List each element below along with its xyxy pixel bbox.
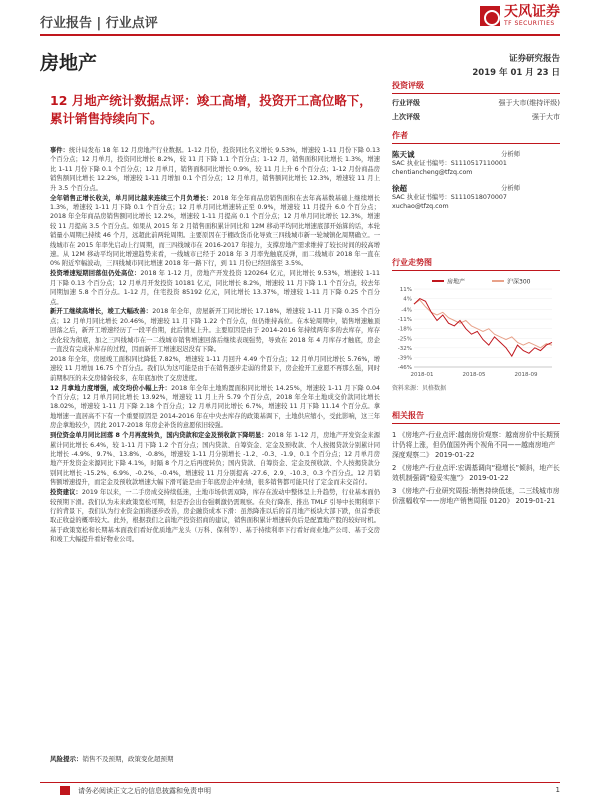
series-line [414,300,552,348]
related-reports [392,430,560,506]
report-category: 行业报告 | 行业点评 [40,16,158,31]
author-name: 徐超 [392,183,407,193]
related-title: 《房地产-行业点评:越南房价观察：越南房价中长期预计仍将上涨，但仍值国外两个视角不同——越南房地产深度观察二》 [392,431,560,460]
footer-divider [40,782,560,783]
body-paragraph [50,384,380,431]
y-tick-label: 4% [403,296,412,303]
prev-rating-value: 强于大市 [532,113,560,121]
body-paragraph [50,488,380,544]
trend-chart-svg [392,275,560,379]
disclaimer-icon [60,786,70,795]
author-role: 分析师 [501,184,520,192]
paragraph-lead: 12 月拿地力度增强，成交均价小幅上升： [50,384,172,392]
risk-warning [50,754,380,763]
industry-trend-chart [392,275,560,381]
y-tick-label: 11% [399,287,412,294]
legend-label: 房地产 [447,278,466,286]
author-sac: SAC 执业证书编号：S1110518070007 [392,193,507,201]
rating-value: 强于大市(维持评级) [498,99,560,107]
related-number: 1 [392,431,397,440]
prev-rating-label: 上次评级 [392,113,420,121]
paragraph-lead: 新开工继续高增长，竣工大幅改善： [50,308,153,316]
paragraph-text: 统计局发布 18 年 12 月房地产行业数据。1-12 月份，投资同比名义增长 9.53%，增速较 1-11 月份下降 0.13 个百分点；12 月单月，投资同比增长 8.2%，较 11 月下降 1.1 个百分点；1-12 月，销售面积同比增长 1.3%，增速比 1-11 月份下降 0.1 个百分点；12 月单月，销售面积同比增长 0.9%，较 11 月上升 6 个百分点；1-12 月份商品房销售额同比增长 12.2%，增速较 1-11 月增加 0.1 个百分点；12 月单月，销售额同比增长 12.3%，增速较 11 月上升 3.5 个百分点。 [50,147,380,192]
related-title: 《房地产-行业点评:宏调基调向“稳增长”倾斜，地产长效机制强调“稳妥实施”》 [392,464,560,483]
body-paragraph [50,431,380,487]
risk-text: 销售不及预期，政策变化超预期 [82,755,174,763]
logo-name-en: TF SECURITIES [504,20,555,27]
y-tick-label: -46% [397,365,412,372]
industry-rating-row [392,98,560,108]
paragraph-lead: 投资增速短期回落但仍处高位： [50,270,141,278]
paragraph-text: 2018 年全年，房屋新开工同比增长 17.18%，增速较 1-11 月下降 0.35 个百分点；12 月单月同比增长 20.46%，增速较 11 月下降 1.22 个百分点，但仍维持高位。在本轮周期中，销售增速触顶回落之后，新开工增速经历了一段平台期，此后情复上升。主要原因是由于 2014-2016 年持续两年多的去库存，库存去化较为彻底，加之三四线城市在一二线城市销售增速回落后继续表现强势，导致在 2018 年 4 月库存才触底，房企一直没有完成补库存的过程，因而新开工增速迟迟没有下降。 [50,308,381,354]
logo-mark-icon [480,6,500,26]
risk-label: 风险提示： [50,755,83,763]
report-type: 证券研究报告 [508,54,560,64]
body-paragraph [50,269,380,307]
report-date: 2019 年 01 月 23 日 [472,68,560,78]
y-tick-label: -4% [401,307,412,314]
related-header: 相关报告 [392,410,560,424]
related-number: 3 [392,487,397,496]
x-tick-label: 2018-01 [410,372,434,379]
chart-source: 资料来源：贝格数据 [392,385,447,393]
series-line [414,299,552,357]
paragraph-text: 2019 年以来，一二手房成交持续低迷，土地市场供需双降，库存在波动中整体呈上升趋势，行业基本面仍较预期下滑。我们认为未来政策宽松可期，但是否会出台强刺激仍需观察。在央行降准、推出 TMLF 引导中长期利率下行的背景下，我们认为行业资金面将逐步改善，房企融资成本下滑：虽然降准以后的首月地产板块大部下跌，但首季获取正收益的概率较大。此外，根据我们之前地产投资招商的建议，销售面积累计增速转负后是配置地产股的较好时机。基于政策宽松和长期基本面我们看好优质地产龙头（万科、保利等）、基于持续利率下行看好商业地产公司、基于交房和竣工大幅提升看好物业公司。 [50,489,381,544]
y-tick-label: -25% [397,336,412,343]
report-headline: 12 月地产统计数据点评：竣工高增，投资开工高位略下，累计销售持续向下。 [50,93,372,126]
paragraph-lead: 到位资金单月同比回落 8 个月再度转负，国内贷款和定金及预收款下降明显： [50,432,268,440]
body-paragraph [50,194,380,269]
related-number: 2 [392,464,397,473]
y-tick-label: -11% [397,317,412,324]
paragraph-text: 2018 年 1-12 月，房地产开发投资 120264 亿元，同比增长 9.53%，增速较 1-11 月下降 0.13 个百分点；12 月单月开发投资 10181 亿元，同比增长 8.2%，增速较 11 月下降 1.1 个百分点，较去年同期加速 5.8 个百分点。1-12 月，住宅投资 85192 亿元，同比增长 13.37%，增速较 1-11 月下降 0.25 个百分点。 [50,270,380,306]
rating-header: 投资评级 [392,80,560,94]
x-tick-label: 2018-09 [514,372,538,379]
author-sac: SAC 执业证书编号：S1110517110001 [392,160,507,168]
body-paragraph [50,146,380,193]
header-divider [40,34,560,36]
industry-title: 房地产 [40,52,98,74]
previous-rating-row [392,112,560,122]
author-role: 分析师 [501,151,520,158]
related-title: 《房地产-行业研究周报:销售持续低迷，二三线城市房价涨幅收窄——房地产销售周报 0120》 [392,487,560,506]
paragraph-text: 2018 年 1-12 月，房地产开发资金来源累计同比增长 6.4%，较 1-11 月下降 1.2 个百分点；国内贷款、自筹资金、定金及预收款、个人按揭贷款分别累计同比增长 -4.9%、9.7%、13.8%、-0.8%，增速较 1-11 月分别增长 -1.2、-0.3、-1.9、0.1 个百分点；12 月单月房地产开发资金来源同比下降 4.1%，时隔 8 个月之后再度转负；国内贷款、自筹资金、定金及预收款、个人按揭贷款分别同比增长 -15.2%、6.9%、-0.2%、-0.4%，增速较 11 月分别提高 -27.6、2.9、-10.3、0.3 个百分点。12 月销售额增速提升，而定金及预收款增速大幅下滑可能是由于年底房企冲业绩，很多销售都可能只付了定金而未交首付。 [50,432,380,487]
footer-disclaimer: 请务必阅读正文之后的信息披露和免责申明 [78,787,211,795]
paragraph-lead: 事件： [50,147,69,154]
author-name: 陈天诚 [392,150,415,159]
paragraph-lead: 投资建议： [50,489,82,497]
chart-header: 行业走势图 [392,257,560,271]
author-entry [392,184,560,212]
author-email[interactable]: chentiancheng@tfzq.com [392,169,473,177]
related-date: 2019-01-21 [515,497,556,506]
paragraph-text: 2018 年全年商品房销售面积在去年高基数基础上继续增长 1.3%，增速较 1-11 月下降 0.1 个百分点；12 月单月同比增速转正至 0.9%，增速较 11 月提升 6.0 个百分点；2018 年全年商品房销售额同比增长 12.2%，增速较 1-11 月提高 0.1 个百分点；12 月单月同比增长 12.3%，增速较 11 月提高 3.5 个百分点。如果从 2015 年 2 月销售面积累计同比和 12M 移动平均同比增速底部开始算的话，本轮销量小周期已持续 46 个月，远超此前两轮周期。主要原因在于棚改货币化导致三四线城市新一轮城镇化周期确立。一线城市在 2015 年率先启动上行周期，而三四线城市在 2016-2017 年接力，支撑房地产需求维持了较长时间的较高增速。从 12M 移动平均同比增速趋势来看，一线城市已经于 2018 年 3 月率先触底反弹，而二线城市 2018 年一直在 0% 附近窄幅波动，三四线城市同比增速 2018 年一路下行，到 11 月份已经回落至 3.5%。 [50,194,380,268]
y-tick-label: -18% [397,326,412,333]
rating-label: 行业评级 [392,99,420,107]
related-report-item[interactable] [392,486,560,506]
author-email[interactable]: xuchao@tfzq.com [392,203,449,211]
sidebar [392,80,560,506]
body-paragraph [50,307,380,354]
x-tick-label: 2018-05 [462,372,486,379]
logo-name-cn: 天风证券 [504,4,560,20]
page-number: 1 [555,786,560,794]
body-paragraph: 2018 年全年，房屋竣工面积同比降低 7.82%，增速较 1-11 月回升 4.49 个百分点；12 月单月同比增长 5.76%，增速较 11 月增加 16.75 个百分点。我们认为这可能是由于在销售逐步走弱的背景下，房企抢开工意愿不再那么强，同时前期积压的未交房储备较多，在年底加快了交房进度。 [50,355,380,382]
paragraph-lead: 全年销售正增长收关，单月同比越来连续三个月负增长： [50,194,213,202]
legend-label: 沪深300 [507,278,531,286]
related-report-item[interactable] [392,430,560,460]
author-entry [392,150,560,178]
company-logo [480,4,560,27]
paragraph-text: 2018 年全年土地购置面积同比增长 14.25%，增速较 1-11 月下降 0.04 个百分点；12 月单月同比增长 13.92%，增速较 11 月上升 5.79 个百分点，2018 年全年土地成交价款同比增长 18.02%，增速较 1-11 月下降 2.18 个百分点；12 月单月同比增长 6.7%，增速较 11 月下降 11.14 个百分点。拿地增速一直居高不下有一个重要原因是 2014-2016 年在中央去库存的政策基调下，土地供应缩小，受此影响，这三年房企拿地较少，因此 2017-2018 年房企补货的意愿依旧较强。 [50,384,380,430]
report-body [50,146,380,545]
related-report-item[interactable] [392,463,560,483]
author-header: 作者 [392,130,560,144]
y-tick-label: -32% [397,346,412,353]
related-date: 2019-01-22 [469,474,509,483]
related-date: 2019-01-22 [434,451,475,460]
y-tick-label: -39% [397,355,412,362]
